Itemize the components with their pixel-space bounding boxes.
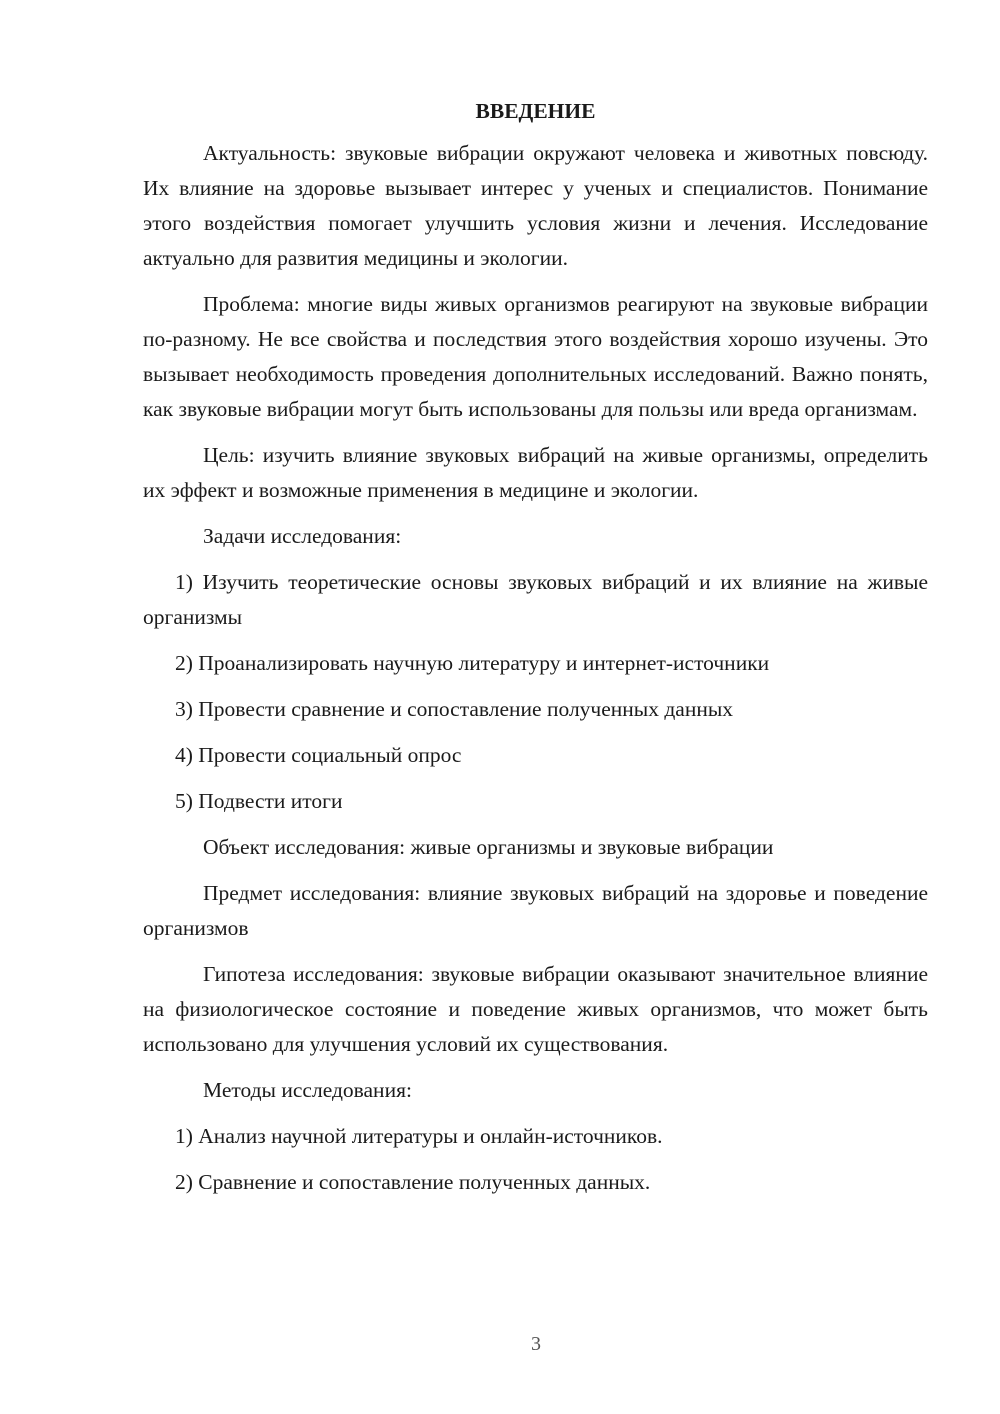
task-item-3: 3) Провести сравнение и сопоставление полученных данных <box>175 697 734 721</box>
task-item-4: 4) Провести социальный опрос <box>175 743 462 767</box>
task-item-5: 5) Подвести итоги <box>175 789 343 813</box>
methods-heading: Методы исследования: <box>203 1078 412 1102</box>
task-item-2: 2) Проанализировать научную литературу и интернет-источники <box>175 651 770 675</box>
relevance-paragraph: Актуальность: звуковые вибрации окружают человека и животных повсюду. Их влияние на здоровье вызывает интерес у ученых и специалистов. Понимание этого воздействия помогает улучшить условия жизни и лечения. Исследование актуально для развития медицины и экологии. <box>143 141 928 270</box>
hypothesis-paragraph: Гипотеза исследования: звуковые вибрации оказывают значительное влияние на физиологическое состояние и поведение живых организмов, что может быть использовано для улучшения условий их существования. <box>143 962 928 1056</box>
task-item-1: 1) Изучить теоретические основы звуковых вибраций и их влияние на живые организмы <box>143 570 928 629</box>
goal-paragraph: Цель: изучить влияние звуковых вибраций на живые организмы, определить их эффект и возможные применения в медицине и экологии. <box>143 443 928 502</box>
method-item-1: 1) Анализ научной литературы и онлайн-источников. <box>175 1124 663 1148</box>
page-title: ВВЕДЕНИЕ <box>475 99 596 123</box>
method-item-2: 2) Сравнение и сопоставление полученных данных. <box>175 1170 651 1194</box>
tasks-heading: Задачи исследования: <box>203 524 402 548</box>
subject-paragraph: Предмет исследования: влияние звуковых вибраций на здоровье и поведение организмов <box>143 881 928 940</box>
problem-paragraph: Проблема: многие виды живых организмов реагируют на звуковые вибрации по-разному. Не все свойства и последствия этого воздействия хорошо изучены. Это вызывает необходимость проведения дополнительных исследований. Важно понять, как звуковые вибрации могут быть использованы для пользы или вреда организмам. <box>143 292 928 421</box>
object-paragraph: Объект исследования: живые организмы и звуковые вибрации <box>203 835 774 859</box>
page-number: 3 <box>531 1333 541 1355</box>
document-page <box>143 94 928 1211</box>
